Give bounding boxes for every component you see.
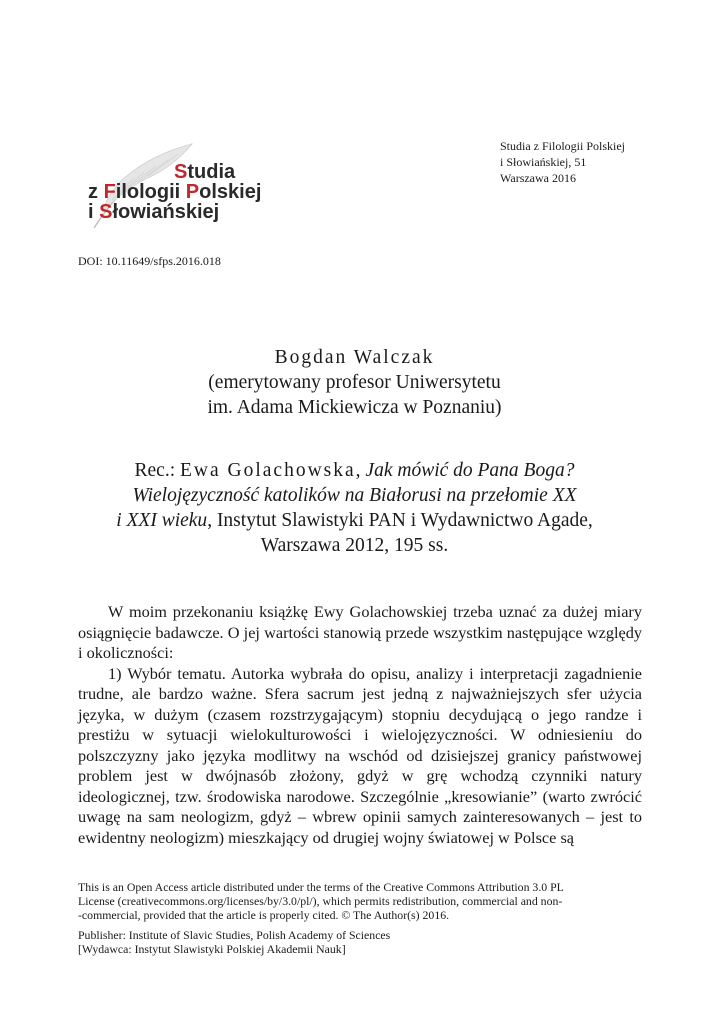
author-block [0,345,709,420]
license-line1: This is an Open Access article distributed under the terms of the Creative Commons Attribution 3.0 PL [78,880,564,894]
paragraph: W moim przekonaniu książkę Ewy Golachowskiej trzeba uznać za dużej miary osiągnięcie badawcze. O jej wartości stanowią przede wszystkim następujące względy i okoliczności: [78,602,642,662]
review-place-year: Warszawa 2012, 195 ss. [260,535,449,556]
review-title-part1: Jak mówić do Pana Boga? [365,460,575,481]
paragraph: 1) Wybór tematu. Autorka wybrała do opisu, analizy i interpretacji zagadnienie trudne, ale bardzo ważne. Sfera sacrum jest jedną z najważniejszych sfer użycia języka, w dużym (czasem rozstrzygającym) stopniu decydującą o jego randze i prestiżu w sytuacji wielokulturowości i wielojęzyczności. W odniesieniu do polszczyzny jako języka modlitwy na wschód od dzisiejszej granicy państwowej problem jest w dwójnasób złożony, gdyż w grę wchodzą czynniki natury ideologicznej, tzw. środowiska narodowe. Szczególnie „kresowianie” (warto zwrócić uwagę na sam neologizm, gdyż – wbrew opinii samych zainteresowanych – jest to ewidentny neologizm) mieszkający od drugiej wojny światowej w Polsce są [78,663,642,847]
review-heading-line2 [40,483,669,508]
journal-title: Studia z Filologii Polskiej [500,139,626,153]
license-line2: License (creativecommons.org/licenses/by/3.0/pl/), which permits redistribution, commercial and non- [78,894,563,908]
review-heading [40,458,669,558]
review-publisher: , Instytut Slawistyki PAN i Wydawnictwo Agade, [207,510,593,531]
journal-logo [82,140,282,230]
review-heading-line1: Rec.: Ewa Golachowska, Jak mówić do Pana Boga? [134,460,575,481]
logo-line-slowianskiej: i Słowiańskiej [88,201,220,223]
journal-place-year: Warszawa 2016 [500,171,577,185]
author-affiliation-line1: (emerytowany profesor Uniwersytetu [208,372,501,393]
review-heading-line3 [40,508,669,533]
review-title-part3: i XXI wieku [116,510,208,531]
journal-volume: i Słowiańskiej, 51 [500,155,587,169]
license-line3: -commercial, provided that the article is properly cited. © The Author(s) 2016. [78,908,450,922]
publisher-line: Publisher: Institute of Slavic Studies, Polish Academy of Sciences [78,928,391,942]
review-prefix: Rec.: [134,460,180,481]
author-affiliation-line2: im. Adama Mickiewicza w Poznaniu) [207,397,502,418]
doi: DOI: 10.11649/sfps.2016.018 [78,254,221,268]
author-name: Bogdan Walczak [274,347,435,368]
publisher-pl-line: [Wydawca: Instytut Slawistyki Polskiej Akademii Nauk] [78,942,346,956]
logo-line-filologii-polskiej: z Filologii Polskiej [88,181,262,203]
review-title-part2: Wielojęzyczność katolików na Białorusi na przełomie XX [132,485,577,506]
body-text [78,602,642,848]
logo-line-studia: Studia [174,161,236,183]
reviewed-author: Ewa Golachowska [180,460,356,481]
journal-info [500,138,625,186]
license-notice [78,880,648,956]
